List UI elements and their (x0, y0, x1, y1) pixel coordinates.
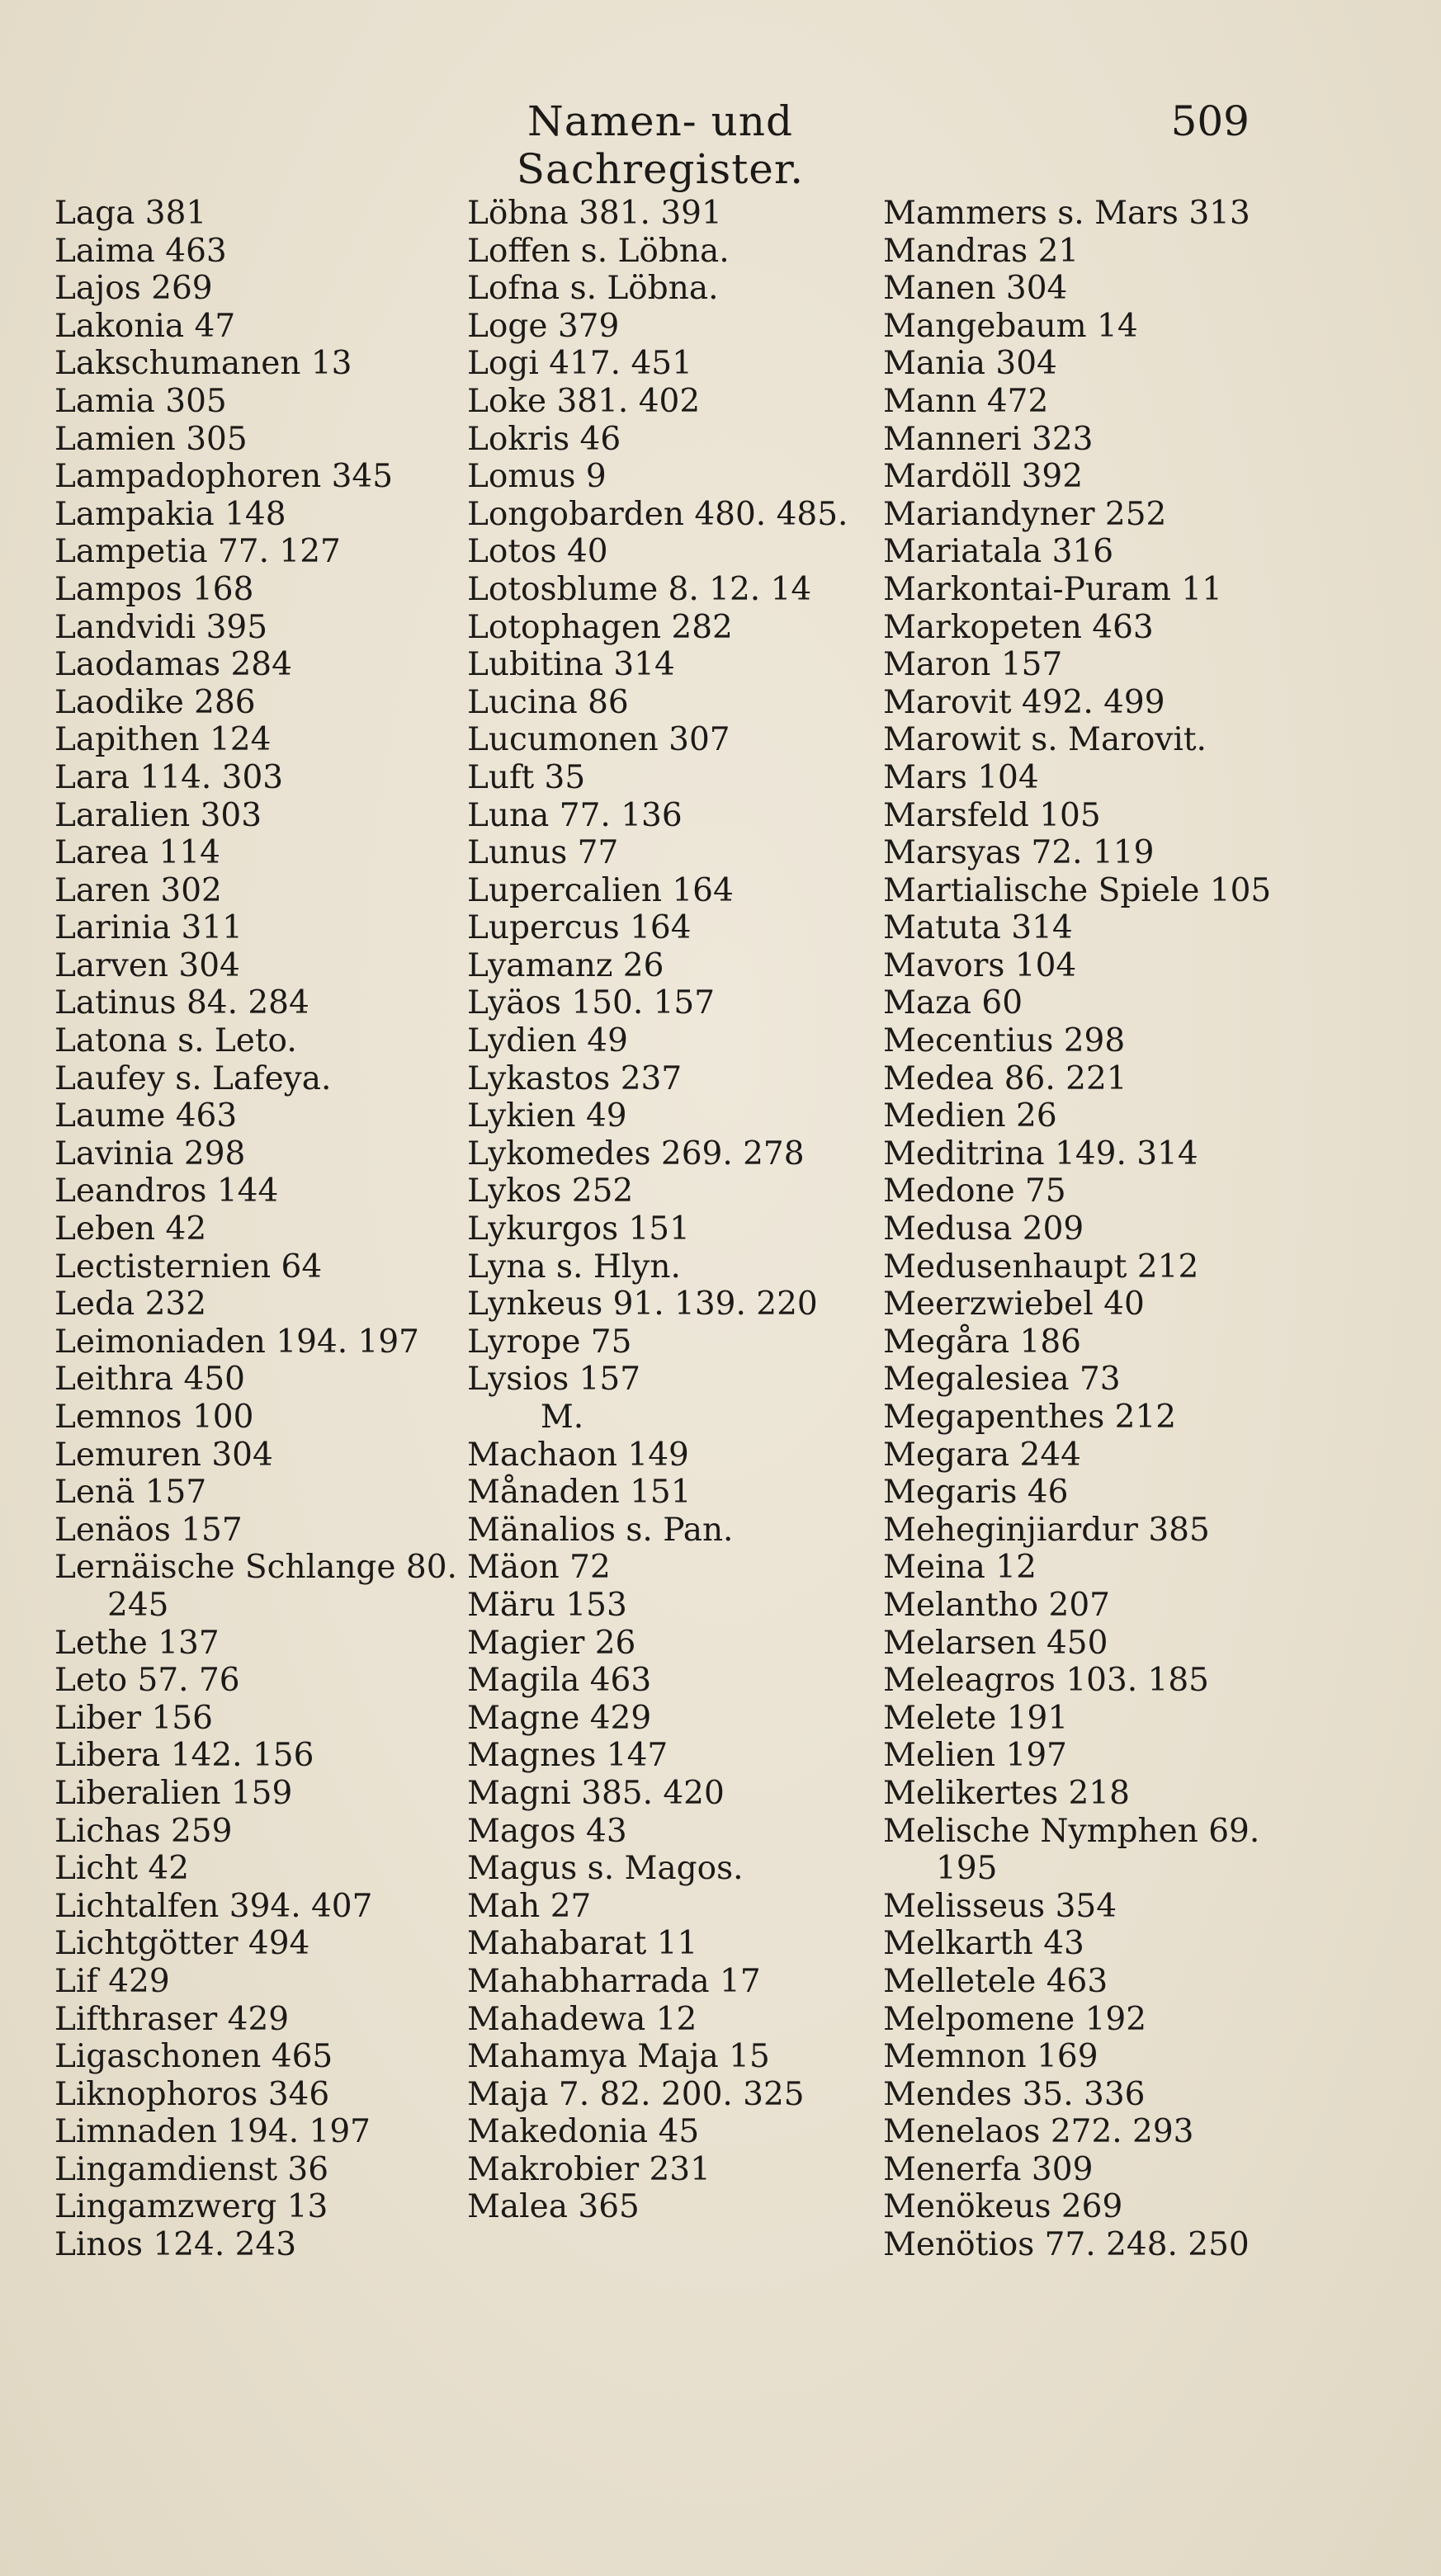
index-entry: Lupercus 164 (467, 909, 692, 947)
index-entry: Lyamanz 26 (467, 946, 664, 984)
index-entry: Mah 27 (467, 1887, 592, 1925)
index-entry: Lyrope 75 (467, 1323, 632, 1361)
index-entry: Meheginjiardur 385 (883, 1511, 1210, 1549)
index-entry: Leithra 450 (54, 1361, 245, 1399)
index-entry: Mariandyner 252 (883, 495, 1167, 533)
index-entry: Larinia 311 (54, 909, 243, 947)
index-entry: Markontai-Puram 11 (883, 570, 1222, 608)
page-title: Namen- und Sachregister. (516, 97, 805, 193)
index-entry: Magni 385. 420 (467, 1774, 725, 1812)
index-entry: Marsfeld 105 (883, 796, 1101, 834)
index-entry: Manen 304 (883, 270, 1068, 308)
index-entry: Lampakia 148 (54, 495, 286, 533)
index-entry: Menelaos 272. 293 (883, 2113, 1194, 2151)
index-entry: Lif 429 (54, 1962, 170, 2000)
index-entry: Ligaschonen 465 (54, 2038, 333, 2076)
index-entry: Medien 26 (883, 1097, 1057, 1135)
index-entry: Mendes 35. 336 (883, 2075, 1146, 2113)
index-entry: Lunus 77 (467, 834, 619, 872)
index-entry: Mariatala 316 (883, 533, 1114, 571)
index-entry: Melisseus 354 (883, 1887, 1117, 1925)
index-entry: Lykurgos 151 (467, 1210, 690, 1248)
index-entry: Lampos 168 (54, 570, 254, 608)
index-entry: Märu 153 (467, 1586, 627, 1624)
index-entry: Melete 191 (883, 1699, 1069, 1737)
index-entry: Lykomedes 269. 278 (467, 1135, 805, 1172)
index-entry: Laralien 303 (54, 796, 262, 834)
index-entry: Lydien 49 (467, 1022, 628, 1060)
index-entry: Lajos 269 (54, 270, 213, 308)
index-entry: Melikertes 218 (883, 1774, 1130, 1812)
index-entry: Lingamdienst 36 (54, 2150, 329, 2188)
index-entry: Mäon 72 (467, 1549, 611, 1587)
index-entry: Menötios 77. 248. 250 (883, 2226, 1250, 2264)
index-entry: Lynkeus 91. 139. 220 (467, 1286, 818, 1323)
index-entry: Leben 42 (54, 1210, 207, 1248)
index-entry: Limnaden 194. 197 (54, 2113, 371, 2151)
index-entry: Melantho 207 (883, 1586, 1110, 1624)
index-entry: Magne 429 (467, 1699, 652, 1737)
index-entry: Lykos 252 (467, 1172, 634, 1210)
index-entry: Luna 77. 136 (467, 796, 683, 834)
index-entry: Lyäos 150. 157 (467, 984, 716, 1022)
index-entry: Lykien 49 (467, 1097, 627, 1135)
index-entry: Lectisternien 64 (54, 1248, 323, 1286)
index-entry: Maza 60 (883, 984, 1023, 1022)
index-entry: Melische Nymphen 69. (883, 1812, 1260, 1850)
index-entry: Mänalios s. Pan. (467, 1511, 734, 1549)
index-entry: Liber 156 (54, 1699, 213, 1737)
index-entry: Marovit 492. 499 (883, 683, 1165, 721)
index-entry: Larven 304 (54, 946, 240, 984)
index-entry: Longobarden 480. 485. (467, 495, 848, 533)
index-entry: Markopeten 463 (883, 608, 1154, 646)
index-entry: Laga 381 (54, 195, 207, 232)
index-entry: Larea 114 (54, 834, 220, 872)
index-entry: Melpomene 192 (883, 2000, 1147, 2038)
index-entry: Lifthraser 429 (54, 2000, 290, 2038)
index-entry: Memnon 169 (883, 2038, 1098, 2076)
index-entry: Melarsen 450 (883, 1624, 1108, 1662)
index-entry: Mecentius 298 (883, 1022, 1126, 1060)
index-entry: Liberalien 159 (54, 1774, 293, 1812)
index-entry: Magos 43 (467, 1812, 627, 1850)
index-entry: Mahamya Maja 15 (467, 2038, 770, 2076)
index-entry: Medea 86. 221 (883, 1059, 1127, 1097)
index-entry: Lenäos 157 (54, 1511, 243, 1549)
index-entry: Lichas 259 (54, 1812, 233, 1850)
index-entry: Lichtgötter 494 (54, 1925, 310, 1963)
index-entry: Mahabarat 11 (467, 1925, 698, 1963)
index-column-1 (54, 195, 467, 2264)
index-entry: Mavors 104 (883, 946, 1077, 984)
index-entry: Mardöll 392 (883, 458, 1084, 496)
index-entry: Lernäische Schlange 80. (54, 1549, 457, 1587)
index-entry: Lara 114. 303 (54, 758, 284, 796)
index-column-3 (883, 195, 1296, 2264)
index-entry: Loffen s. Löbna. (467, 232, 730, 270)
index-entry: Magnes 147 (467, 1737, 669, 1775)
index-entry: Lotos 40 (467, 533, 608, 571)
index-entry: Loke 381. 402 (467, 382, 701, 420)
index-entry: Loge 379 (467, 307, 620, 345)
index-entry: Laodike 286 (54, 683, 256, 721)
index-entry: Leimoniaden 194. 197 (54, 1323, 419, 1361)
index-entry: Lavinia 298 (54, 1135, 246, 1172)
index-entry: Lofna s. Löbna. (467, 270, 719, 308)
index-entry: Lapithen 124 (54, 721, 272, 759)
index-entry: Melletele 463 (883, 1962, 1108, 2000)
index-entry: Medusenhaupt 212 (883, 1248, 1199, 1286)
index-entry: Mania 304 (883, 345, 1057, 383)
index-entry: Lampadophoren 345 (54, 458, 394, 496)
index-entry: Magier 26 (467, 1624, 636, 1662)
index-entry: Löbna 381. 391 (467, 195, 722, 232)
index-entry: Lysios 157 (467, 1361, 641, 1399)
index-entry: Leda 232 (54, 1286, 207, 1323)
index-entry: Lethe 137 (54, 1624, 220, 1662)
index-entry: Laufey s. Lafeya. (54, 1059, 332, 1097)
index-entry: Lamien 305 (54, 420, 248, 458)
index-entry: Martialische Spiele 105 (883, 871, 1272, 909)
index-entry: Menerfa 309 (883, 2150, 1094, 2188)
index-entry: Mahabharrada 17 (467, 1962, 761, 2000)
index-entry: Lomus 9 (467, 458, 607, 496)
index-entry: Lichtalfen 394. 407 (54, 1887, 373, 1925)
index-entry: Meditrina 149. 314 (883, 1135, 1198, 1172)
index-entry: Lubitina 314 (467, 646, 675, 684)
index-entry: Machaon 149 (467, 1436, 689, 1474)
index-entry: Manneri 323 (883, 420, 1094, 458)
index-entry: Medone 75 (883, 1172, 1066, 1210)
index-entry: Lotosblume 8. 12. 14 (467, 570, 812, 608)
index-entry: Lamia 305 (54, 382, 227, 420)
index-entry: Melien 197 (883, 1737, 1067, 1775)
index-entry: Medusa 209 (883, 1210, 1084, 1248)
index-entry: Lakonia 47 (54, 307, 236, 345)
index-entry: Makrobier 231 (467, 2150, 711, 2188)
index-entry: Makedonia 45 (467, 2113, 700, 2151)
index-entry: Lupercalien 164 (467, 871, 734, 909)
index-entry: Lenä 157 (54, 1474, 207, 1512)
index-entry: Lyna s. Hlyn. (467, 1248, 681, 1286)
index-entry: Liknophoros 346 (54, 2075, 330, 2113)
index-entry: Marsyas 72. 119 (883, 834, 1155, 872)
index-entry: Latinus 84. 284 (54, 984, 309, 1022)
index-entry: Lemuren 304 (54, 1436, 273, 1474)
page-number: 509 (1170, 97, 1250, 145)
index-entry: Latona s. Leto. (54, 1022, 297, 1060)
index-entry: Menökeus 269 (883, 2188, 1123, 2226)
index-entry: Logi 417. 451 (467, 345, 692, 383)
index-entry: Meleagros 103. 185 (883, 1662, 1209, 1700)
index-entry: Mahadewa 12 (467, 2000, 697, 2038)
index-entry: Lucumonen 307 (467, 721, 730, 759)
index-entry: Megapenthes 212 (883, 1399, 1177, 1436)
index-entry: Mann 472 (883, 382, 1049, 420)
index-entry: Laume 463 (54, 1097, 238, 1135)
index-entry: Megaris 46 (883, 1474, 1069, 1512)
index-entry: Matuta 314 (883, 909, 1073, 947)
index-entry: Laren 302 (54, 871, 222, 909)
index-entry: Megalesiea 73 (883, 1361, 1121, 1399)
index-entry: Linos 124. 243 (54, 2226, 297, 2264)
index-entry: Månaden 151 (467, 1474, 692, 1512)
index-entry: Megåra 186 (883, 1323, 1081, 1361)
index-entry: Melkarth 43 (883, 1925, 1084, 1963)
index-entry: Mangebaum 14 (883, 307, 1138, 345)
index-entry: Leandros 144 (54, 1172, 279, 1210)
index-entry: Luft 35 (467, 758, 586, 796)
index-entry: Lampetia 77. 127 (54, 533, 341, 571)
index-entry: Lucina 86 (467, 683, 629, 721)
index-entry: Meerzwiebel 40 (883, 1286, 1145, 1323)
index-column-2 (467, 195, 880, 2226)
index-entry: Leto 57. 76 (54, 1662, 240, 1700)
index-entry: Magus s. Magos. (467, 1850, 744, 1888)
index-entry: Maron 157 (883, 646, 1063, 684)
section-heading: M. (540, 1399, 584, 1436)
index-entry: Marowit s. Marovit. (883, 721, 1207, 759)
index-entry: Maja 7. 82. 200. 325 (467, 2075, 805, 2113)
index-entry: Malea 365 (467, 2188, 640, 2226)
index-entry: Magila 463 (467, 1662, 652, 1700)
index-entry: Lotophagen 282 (467, 608, 733, 646)
index-entry: Lemnos 100 (54, 1399, 254, 1436)
index-entry: Licht 42 (54, 1850, 190, 1888)
index-entry: Mandras 21 (883, 232, 1080, 270)
index-entry: Libera 142. 156 (54, 1737, 314, 1775)
index-entry: Megara 244 (883, 1436, 1081, 1474)
index-entry: Meina 12 (883, 1549, 1037, 1587)
running-header (0, 97, 1441, 193)
index-entry: Lokris 46 (467, 420, 621, 458)
index-entry: Landvidi 395 (54, 608, 268, 646)
index-entry: Lykastos 237 (467, 1059, 683, 1097)
index-entry: Laodamas 284 (54, 646, 292, 684)
entry-continuation: 195 (936, 1850, 998, 1888)
index-entry: Lakschumanen 13 (54, 345, 352, 383)
index-entry: Mammers s. Mars 313 (883, 195, 1250, 232)
entry-continuation: 245 (107, 1586, 169, 1624)
index-entry: Lingamzwerg 13 (54, 2188, 328, 2226)
index-entry: Laima 463 (54, 232, 227, 270)
index-entry: Mars 104 (883, 758, 1039, 796)
